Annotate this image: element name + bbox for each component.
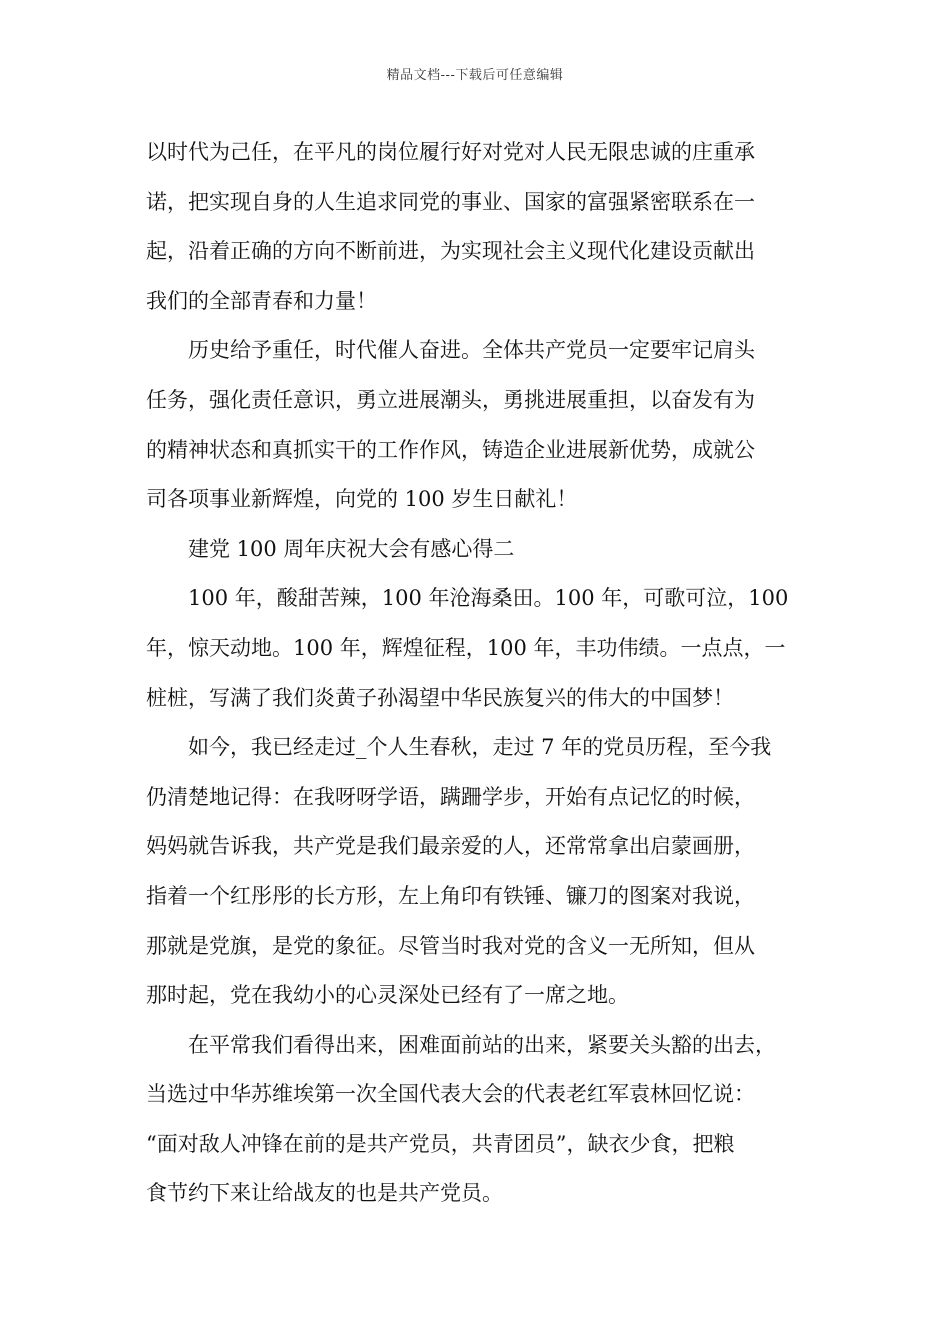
text-line: 仍清楚地记得：在我呀呀学语，蹒跚学步，开始有点记忆的时候， xyxy=(146,784,755,809)
text-line: 任务，强化责任意识，勇立进展潮头，勇挑进展重担，以奋发有为 xyxy=(146,387,755,412)
paragraph xyxy=(146,723,810,1021)
page-header: 精品文档---下载后可任意编辑 xyxy=(386,68,564,83)
text-line: 的精神状态和真抓实干的工作作风，铸造企业进展新优势，成就公 xyxy=(146,437,755,462)
paragraph xyxy=(146,326,810,524)
text-line: 当选过中华苏维埃第一次全国代表大会的代表老红军袁林回忆说： xyxy=(146,1082,755,1107)
text-line: 100 年，酸甜苦辣，100 年沧海桑田。100 年，可歌可泣，100 xyxy=(188,586,789,611)
text-line: 在平常我们看得出来，困难面前站的出来，紧要关头豁的出去， xyxy=(188,1032,776,1057)
paragraph xyxy=(146,574,810,723)
text-line: 以时代为己任，在平凡的岗位履行好对党对人民无限忠诚的庄重承 xyxy=(146,140,755,164)
text-line: 指着一个红彤彤的长方形，左上角印有铁锤、镰刀的图案对我说， xyxy=(146,883,755,908)
section-heading-text: 建党 100 周年庆祝大会有感心得二 xyxy=(188,536,515,561)
section-heading xyxy=(146,525,810,575)
text-line: 年，惊天动地。100 年，辉煌征程，100 年，丰功伟绩。一点点，一 xyxy=(146,635,786,660)
document-body xyxy=(146,128,810,1219)
text-line: 食节约下来让给战友的也是共产党员。 xyxy=(146,1181,503,1206)
text-line: 桩桩，写满了我们炎黄子孙渴望中华民族复兴的伟大的中国梦！ xyxy=(146,685,734,710)
text-line: 那时起，党在我幼小的心灵深处已经有了一席之地。 xyxy=(146,983,629,1008)
text-line: 历史给予重任，时代催人奋进。全体共产党员一定要牢记肩头 xyxy=(188,338,755,363)
paragraph xyxy=(146,1021,810,1219)
text-line: 妈妈就告诉我，共产党是我们最亲爱的人，还常常拿出启蒙画册， xyxy=(146,834,755,859)
text-line: 我们的全部青春和力量！ xyxy=(146,288,377,313)
text-line: 诺，把实现自身的人生追求同党的事业、国家的富强紧密联系在一 xyxy=(146,189,755,214)
text-line: 如今，我已经走过_个人生春秋，走过 7 年的党员历程，至今我 xyxy=(188,735,772,760)
text-line: 起，沿着正确的方向不断前进，为实现社会主义现代化建设贡献出 xyxy=(146,239,755,264)
text-line: 那就是党旗，是党的象征。尽管当时我对党的含义一无所知，但从 xyxy=(146,933,755,958)
paragraph xyxy=(146,128,810,326)
text-line: “面对敌人冲锋在前的是共产党员，共青团员”，缺衣少食，把粮 xyxy=(146,1131,735,1156)
text-line: 司各项事业新辉煌，向党的 100 岁生日献礼！ xyxy=(146,487,578,512)
